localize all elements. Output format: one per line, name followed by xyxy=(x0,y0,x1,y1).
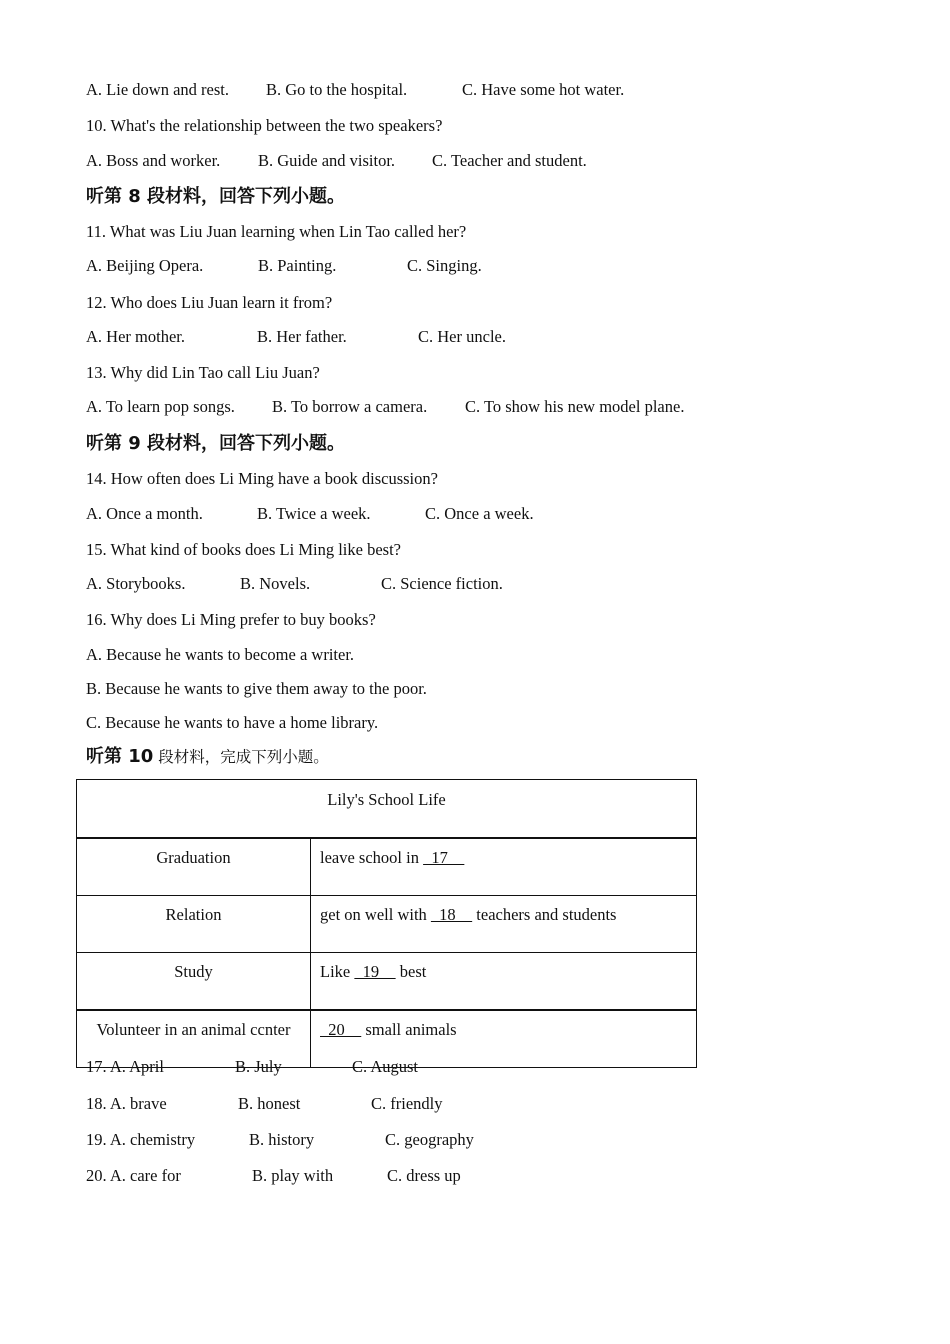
row-label-volunteer: Volunteer in an animal ccnter xyxy=(77,1010,311,1068)
blank-18: 18 xyxy=(430,905,473,924)
row-value-graduation xyxy=(311,838,697,896)
q17-option-c: C. August xyxy=(352,1057,419,1076)
q12-option-c: C. Her uncle. xyxy=(418,327,506,346)
q14-option-c: C. Once a week. xyxy=(425,504,534,523)
table-row xyxy=(77,896,697,953)
section-10-heading xyxy=(86,746,329,768)
section-8-heading: 听第 8 段材料，回答下列小题。 xyxy=(86,186,346,207)
blank-17: 17 xyxy=(423,848,465,867)
value-text: get on well with xyxy=(320,905,431,924)
q18-option-a: 18. A. brave xyxy=(86,1094,167,1113)
q13-option-a: A. To learn pop songs. xyxy=(86,397,235,416)
blank-20: 20 xyxy=(320,1020,362,1039)
q15-option-a: A. Storybooks. xyxy=(86,574,186,593)
value-text: best xyxy=(395,962,427,981)
value-text: Like xyxy=(320,962,355,981)
q13-option-b: B. To borrow a camera. xyxy=(272,397,428,416)
q14-option-b: B. Twice a week. xyxy=(257,504,371,523)
q19-option-b: B. history xyxy=(249,1130,315,1149)
q16-option-a: A. Because he wants to become a writer. xyxy=(86,645,355,664)
row-value-relation xyxy=(311,896,697,953)
school-life-table xyxy=(76,779,697,1068)
value-text: teachers and students xyxy=(472,905,617,924)
table-row xyxy=(77,953,697,1011)
q12-option-a: A. Her mother. xyxy=(86,327,185,346)
value-text: leave school in xyxy=(320,848,424,867)
q18-option-b: B. honest xyxy=(238,1094,301,1113)
table-title-row xyxy=(77,780,697,839)
table-title: Lily's School Life xyxy=(77,780,697,839)
q19-option-c: C. geography xyxy=(385,1130,474,1149)
q10-option-b: B. Guide and visitor. xyxy=(258,151,396,170)
q14-option-a: A. Once a month. xyxy=(86,504,203,523)
q10-option-c: C. Teacher and student. xyxy=(432,151,587,170)
q17-option-a: 17. A. April xyxy=(86,1057,164,1076)
blank-19: 19 xyxy=(354,962,396,981)
q11-question: 11. What was Liu Juan learning when Lin Tao called her? xyxy=(86,222,467,241)
section-9-heading: 听第 9 段材料，回答下列小题。 xyxy=(86,433,346,454)
q12-option-b: B. Her father. xyxy=(257,327,347,346)
q9-option-b: B. Go to the hospital. xyxy=(266,80,408,99)
q16-option-c: C. Because he wants to have a home library. xyxy=(86,713,379,732)
q15-option-b: B. Novels. xyxy=(240,574,311,593)
value-text: small animals xyxy=(361,1020,457,1039)
row-value-study xyxy=(311,953,697,1011)
q15-option-c: C. Science fiction. xyxy=(381,574,503,593)
q19-option-a: 19. A. chemistry xyxy=(86,1130,196,1149)
q10-question: 10. What's the relationship between the two speakers? xyxy=(86,116,443,135)
q11-option-c: C. Singing. xyxy=(407,256,482,275)
q11-option-b: B. Painting. xyxy=(258,256,337,275)
table-row xyxy=(77,838,697,896)
row-label-relation: Relation xyxy=(77,896,311,953)
q14-question: 14. How often does Li Ming have a book discussion? xyxy=(86,469,438,488)
q10-option-a: A. Boss and worker. xyxy=(86,151,221,170)
q18-option-c: C. friendly xyxy=(371,1094,443,1113)
row-label-study: Study xyxy=(77,953,311,1011)
row-label-graduation: Graduation xyxy=(77,838,311,896)
section-10-number: 10 xyxy=(128,746,154,767)
q15-question: 15. What kind of books does Li Ming like best? xyxy=(86,540,401,559)
q20-option-b: B. play with xyxy=(252,1166,334,1185)
q11-option-a: A. Beijing Opera. xyxy=(86,256,204,275)
q16-question: 16. Why does Li Ming prefer to buy books? xyxy=(86,610,376,629)
q12-question: 12. Who does Liu Juan learn it from? xyxy=(86,293,333,312)
q16-option-b: B. Because he wants to give them away to the poor. xyxy=(86,679,427,698)
q9-option-c: C. Have some hot water. xyxy=(462,80,625,99)
q9-option-a: A. Lie down and rest. xyxy=(86,80,229,99)
q17-option-b: B. July xyxy=(235,1057,282,1076)
q13-option-c: C. To show his new model plane. xyxy=(465,397,685,416)
q20-option-a: 20. A. care for xyxy=(86,1166,181,1185)
section-10-lead: 听第 xyxy=(86,746,129,767)
q13-question: 13. Why did Lin Tao call Liu Juan? xyxy=(86,363,320,382)
q20-option-c: C. dress up xyxy=(387,1166,461,1185)
section-10-rest: 段材料，完成下列小题。 xyxy=(153,748,329,766)
